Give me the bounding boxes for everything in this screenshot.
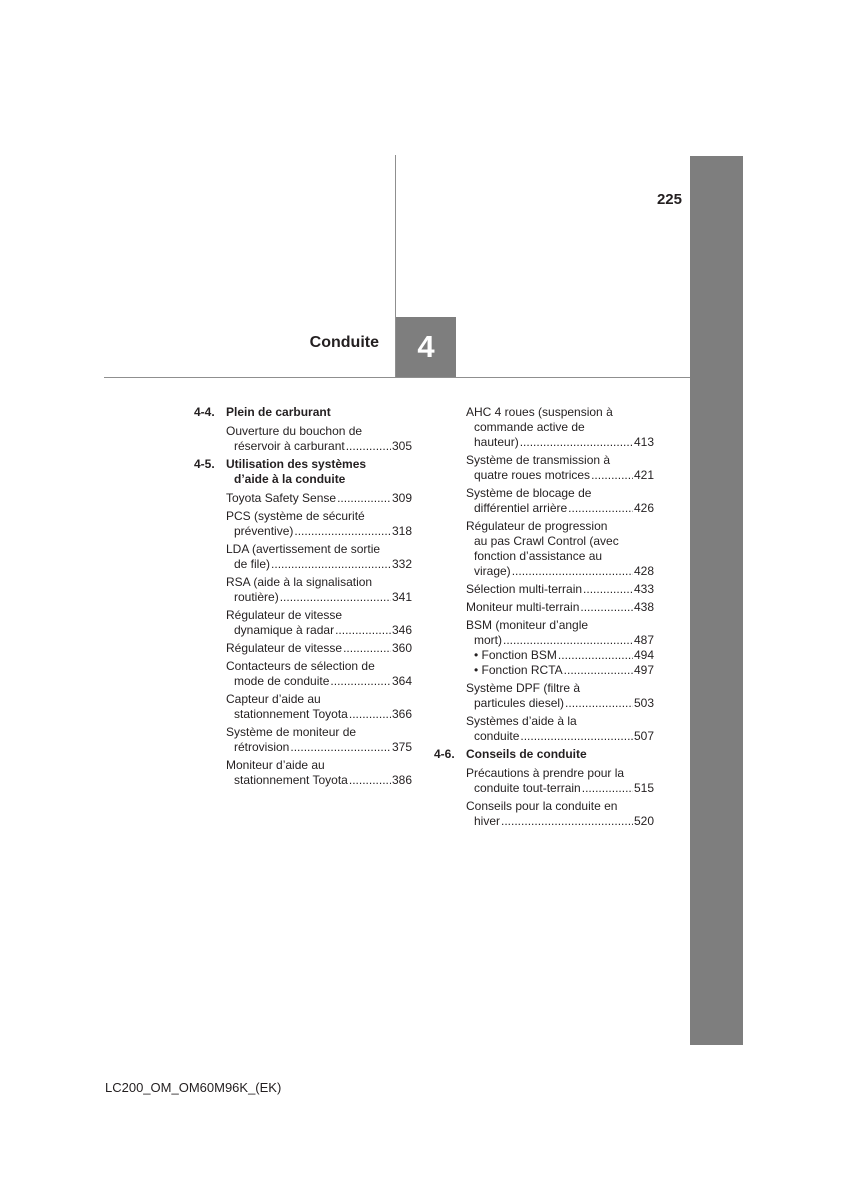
entry-label: Ouverture du bouchon de (226, 424, 363, 438)
toc-entry[interactable] (194, 424, 412, 454)
entry-label: conduite tout-terrain (474, 781, 581, 795)
entry-label: fonction d’assistance au (474, 549, 603, 563)
toc-entry[interactable] (434, 600, 654, 615)
dot-leader (349, 773, 391, 788)
entry-page: 309 (391, 491, 412, 505)
toc-entry[interactable] (194, 509, 412, 539)
chapter-number-box: 4 (396, 317, 456, 377)
toc-entry[interactable] (434, 486, 654, 516)
toc-entry[interactable] (194, 758, 412, 788)
document-code: LC200_OM_OM60M96K_(EK) (105, 1080, 282, 1095)
dot-leader (271, 557, 391, 572)
entry-label: Systèmes d’aide à la (466, 714, 577, 728)
section-title: d’aide à la conduite (234, 472, 346, 486)
toc-entry[interactable] (434, 453, 654, 483)
entry-label: BSM (moniteur d’angle (466, 618, 589, 632)
entry-page: 428 (633, 564, 654, 578)
toc-entry[interactable] (194, 575, 412, 605)
chapter-side-tab (690, 156, 743, 1045)
entry-label: différentiel arrière (474, 501, 568, 515)
entry-label: conduite (474, 729, 520, 743)
dot-leader (591, 468, 633, 483)
toc-left-column (194, 405, 412, 791)
section-number: 4-6. (434, 747, 455, 761)
entry-page: 366 (391, 707, 412, 721)
toc-entry[interactable] (194, 725, 412, 755)
entry-label: • Fonction BSM (474, 648, 557, 662)
dot-leader (565, 696, 633, 711)
dot-leader (582, 781, 633, 796)
entry-page: 375 (391, 740, 412, 754)
entry-label: Toyota Safety Sense (226, 491, 337, 505)
horizontal-rule (104, 377, 690, 378)
toc-entry[interactable] (434, 618, 654, 648)
toc-entry[interactable] (434, 582, 654, 597)
toc-entry[interactable] (434, 519, 654, 579)
entry-page: 386 (391, 773, 412, 787)
toc-right-column (434, 405, 654, 832)
entry-label: commande active de (474, 420, 585, 434)
dot-leader (346, 439, 391, 454)
entry-label: AHC 4 roues (suspension à (466, 405, 613, 419)
entry-label: préventive) (234, 524, 294, 538)
toc-entry[interactable] (434, 766, 654, 796)
entry-label: Système de moniteur de (226, 725, 357, 739)
entry-label: Système DPF (filtre à (466, 681, 581, 695)
entry-page: 332 (391, 557, 412, 571)
dot-leader (503, 633, 633, 648)
section-title: Conseils de conduite (466, 747, 587, 761)
entry-page: 318 (391, 524, 412, 538)
entry-page: 503 (633, 696, 654, 710)
entry-label: mort) (474, 633, 502, 647)
entry-label: Précautions à prendre pour la (466, 766, 625, 780)
entry-page: 494 (633, 648, 654, 662)
dot-leader (512, 564, 633, 579)
dot-leader (343, 641, 391, 656)
entry-label: Moniteur multi-terrain (466, 600, 580, 614)
entry-page: 438 (633, 600, 654, 614)
dot-leader (558, 648, 633, 663)
toc-entry[interactable] (194, 692, 412, 722)
dot-leader (520, 435, 633, 450)
entry-label: Moniteur d’aide au (226, 758, 325, 772)
page-number: 225 (656, 191, 682, 208)
entry-label: réservoir à carburant (234, 439, 345, 453)
entry-label: au pas Crawl Control (avec (474, 534, 619, 548)
section-number: 4-5. (194, 457, 215, 471)
toc-entry[interactable] (434, 714, 654, 744)
dot-leader (564, 663, 633, 678)
entry-label: particules diesel) (474, 696, 565, 710)
entry-label: routière) (234, 590, 279, 604)
toc-entry[interactable] (194, 659, 412, 689)
dot-leader (294, 524, 391, 539)
entry-page: 515 (633, 781, 654, 795)
dot-leader (583, 582, 633, 597)
entry-label: PCS (système de sécurité (226, 509, 365, 523)
entry-page: 364 (391, 674, 412, 688)
entry-label: de file) (234, 557, 271, 571)
dot-leader (580, 600, 633, 615)
dot-leader (520, 729, 633, 744)
entry-label: rétrovision (234, 740, 290, 754)
entry-label: stationnement Toyota (234, 773, 348, 787)
entry-page: 520 (633, 814, 654, 828)
toc-entry[interactable] (434, 681, 654, 711)
dot-leader (337, 491, 391, 506)
entry-label: • Fonction RCTA (474, 663, 563, 677)
toc-entry[interactable] (434, 405, 654, 450)
dot-leader (290, 740, 391, 755)
dot-leader (330, 674, 391, 689)
dot-leader (568, 501, 633, 516)
entry-page: 426 (633, 501, 654, 515)
entry-page: 305 (391, 439, 412, 453)
entry-label: Contacteurs de sélection de (226, 659, 375, 673)
entry-page: 346 (391, 623, 412, 637)
entry-label: mode de conduite (234, 674, 330, 688)
toc-section-heading[interactable] (194, 405, 412, 420)
entry-page: 413 (633, 435, 654, 449)
entry-page: 497 (633, 663, 654, 677)
entry-label: virage) (474, 564, 511, 578)
toc-section-heading[interactable] (194, 457, 412, 487)
dot-leader (349, 707, 391, 722)
entry-label: RSA (aide à la signalisation (226, 575, 373, 589)
toc-entry[interactable] (194, 641, 412, 656)
entry-page: 360 (391, 641, 412, 655)
entry-page: 487 (633, 633, 654, 647)
entry-label: quatre roues motrices (474, 468, 591, 482)
toc-subentry[interactable] (434, 663, 654, 678)
entry-label: Système de transmission à (466, 453, 611, 467)
entry-page: 341 (391, 590, 412, 604)
entry-label: Sélection multi-terrain (466, 582, 583, 596)
toc-entry[interactable] (194, 608, 412, 638)
toc-subentry[interactable] (434, 648, 654, 663)
entry-page: 421 (633, 468, 654, 482)
toc-entry[interactable] (434, 799, 654, 829)
entry-label: hauteur) (474, 435, 519, 449)
entry-label: LDA (avertissement de sortie (226, 542, 381, 556)
entry-label: Régulateur de vitesse (226, 608, 343, 622)
dot-leader (280, 590, 391, 605)
dot-leader (501, 814, 633, 829)
entry-label: stationnement Toyota (234, 707, 348, 721)
entry-page: 433 (633, 582, 654, 596)
toc-entry[interactable] (194, 542, 412, 572)
entry-label: Système de blocage de (466, 486, 592, 500)
entry-label: Régulateur de progression (466, 519, 608, 533)
entry-page: 507 (633, 729, 654, 743)
entry-label: dynamique à radar (234, 623, 335, 637)
toc-section-heading[interactable] (434, 747, 654, 762)
section-number: 4-4. (194, 405, 215, 419)
section-title: Utilisation des systèmes (226, 457, 367, 471)
dot-leader (335, 623, 391, 638)
toc-entry[interactable] (194, 491, 412, 506)
entry-label: Conseils pour la conduite en (466, 799, 618, 813)
entry-label: Régulateur de vitesse (226, 641, 343, 655)
chapter-title: Conduite (309, 334, 379, 351)
entry-label: Capteur d’aide au (226, 692, 321, 706)
section-title: Plein de carburant (226, 405, 331, 419)
entry-label: hiver (474, 814, 501, 828)
